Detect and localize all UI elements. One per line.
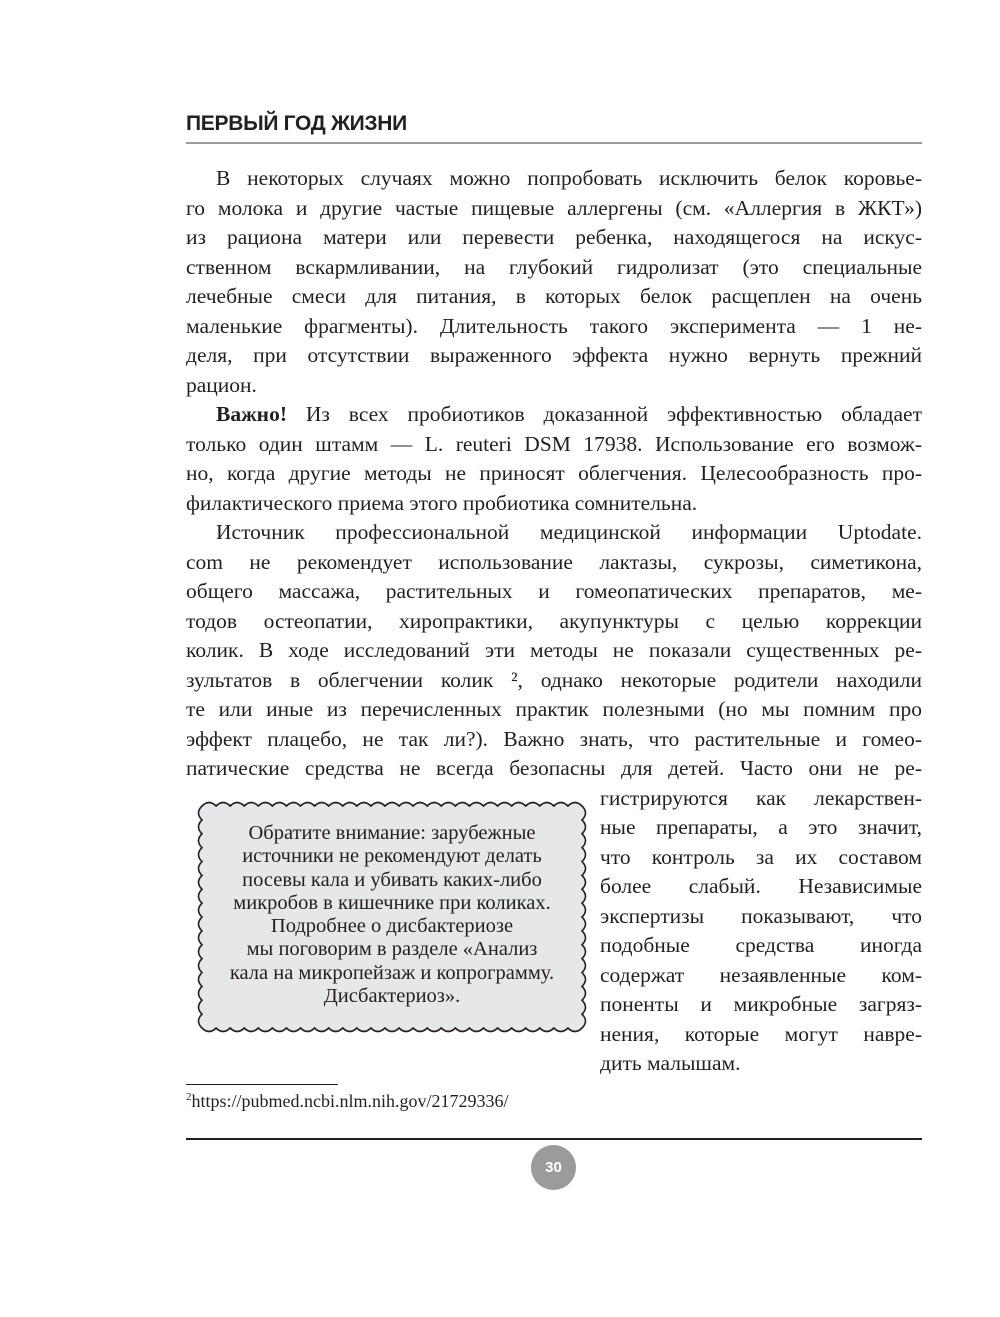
callout-text — [196, 822, 588, 1008]
line-text: эффект плацебо, не так ли?). Важно знать, что растительные и гомео- — [186, 726, 922, 751]
text-line — [186, 223, 922, 251]
line-text: com не рекомендует использование лактазы, сукрозы, симетикона, — [186, 549, 922, 574]
running-header: ПЕРВЫЙ ГОД ЖИЗНИ — [186, 112, 407, 135]
text-line — [186, 666, 922, 694]
text-line: более слабый. Независимые — [600, 874, 922, 898]
line-text: Источник профессиональной медицинской информации Uptodate. — [216, 520, 922, 544]
text-line — [186, 341, 922, 369]
text-line: поненты и микробные загряз- — [600, 992, 922, 1016]
line-text: филактического приема этого пробиотика сомнительна. — [186, 490, 698, 515]
callout-line: Обратите внимание: зарубежные — [248, 822, 536, 844]
text-line — [186, 430, 922, 458]
line-text: только один штамм — L. reuteri DSM 17938. Использование его возмож- — [186, 431, 922, 456]
text-line — [186, 371, 922, 399]
text-line — [186, 754, 922, 782]
line-text: патические средства не всегда безопасны для детей. Часто они не ре- — [186, 756, 922, 780]
text-line: дить малышам. — [600, 1051, 741, 1075]
line-text: деля, при отсутствии выраженного эффекта нужно вернуть прежний — [186, 343, 922, 367]
text-line: нения, которые могут навре- — [600, 1021, 922, 1046]
callout-line: посевы кала и убивать каких-либо — [242, 868, 542, 891]
callout-line: кала на микропейзаж и копрограмму. — [229, 961, 555, 984]
line-text: ственном вскармливании, на глубокий гидролизат (это специальные — [186, 254, 922, 279]
callout-line: микробов в кишечнике при коликах. — [233, 891, 551, 914]
text-line: содержат незаявленные ком- — [600, 962, 922, 987]
footnote-mark: 2 — [186, 1091, 192, 1103]
footer-rule — [186, 1138, 922, 1140]
text-line — [186, 607, 922, 635]
line-text: рацион. — [186, 372, 257, 397]
line-text: колик. В ходе исследований эти методы не показали существенных ре- — [186, 638, 922, 662]
line-text: Из всех пробиотиков доказанной эффективностью обладает — [286, 402, 922, 426]
text-line — [216, 164, 922, 192]
line-text: В некоторых случаях можно попробовать исключить белок коровье- — [216, 166, 922, 190]
line-text: но, когда другие методы не приносят облегчения. Целесообразность про- — [186, 461, 922, 485]
line-text: го молока и другие частые пищевые аллергены (см. «Аллергия в ЖКТ») — [186, 195, 922, 220]
text-line — [186, 725, 922, 753]
text-line: гистрируются как лекарствен- — [600, 785, 922, 810]
line-text: те или иные из перечисленных практик полезными (но мы помним про — [186, 697, 922, 721]
callout-box — [196, 800, 588, 1034]
text-line — [216, 400, 922, 428]
line-text: из рациона матери или перевести ребенка, находящегося на искус- — [186, 225, 922, 249]
text-line: что контроль за их составом — [600, 844, 922, 869]
line-text: зультатов в облегчении колик ², однако некоторые родители находили — [186, 667, 922, 692]
line-text: тодов остеопатии, хиропрактики, акупунктуры с целью коррекции — [186, 608, 922, 633]
bold-lead: Важно! — [216, 402, 287, 426]
text-line — [186, 459, 922, 487]
callout-line: Дисбактериоз». — [323, 985, 461, 1008]
text-line — [186, 312, 922, 340]
text-line — [186, 253, 922, 281]
text-line: ные препараты, а это значит, — [600, 815, 922, 839]
text-line — [186, 636, 922, 664]
footnote-rule — [186, 1084, 338, 1085]
page-number: 30 — [531, 1145, 576, 1190]
text-line — [186, 489, 922, 517]
callout-line: мы поговорим в разделе «Анализ — [246, 938, 538, 961]
text-line: подобные средства иногда — [600, 933, 922, 957]
text-line: экспертизы показывают, что — [600, 903, 922, 928]
line-text: маленькие фрагменты). Длительность такого эксперимента — 1 не- — [186, 313, 922, 338]
text-line — [186, 577, 922, 605]
text-line — [216, 518, 922, 546]
text-line — [186, 548, 922, 576]
footnote-link[interactable]: https://pubmed.ncbi.nlm.nih.gov/21729336/ — [191, 1091, 509, 1111]
text-line — [186, 194, 922, 222]
line-text: общего массажа, растительных и гомеопатических препаратов, ме- — [186, 579, 922, 603]
line-text: лечебные смеси для питания, в которых белок расщеплен на очень — [186, 284, 922, 308]
footnote — [186, 1091, 509, 1112]
text-line — [186, 282, 922, 310]
callout-line: источники не рекомендуют делать — [242, 845, 542, 868]
text-line — [186, 695, 922, 723]
callout-line: Подробнее о дисбактериозе — [270, 915, 514, 938]
header-rule — [186, 142, 922, 144]
